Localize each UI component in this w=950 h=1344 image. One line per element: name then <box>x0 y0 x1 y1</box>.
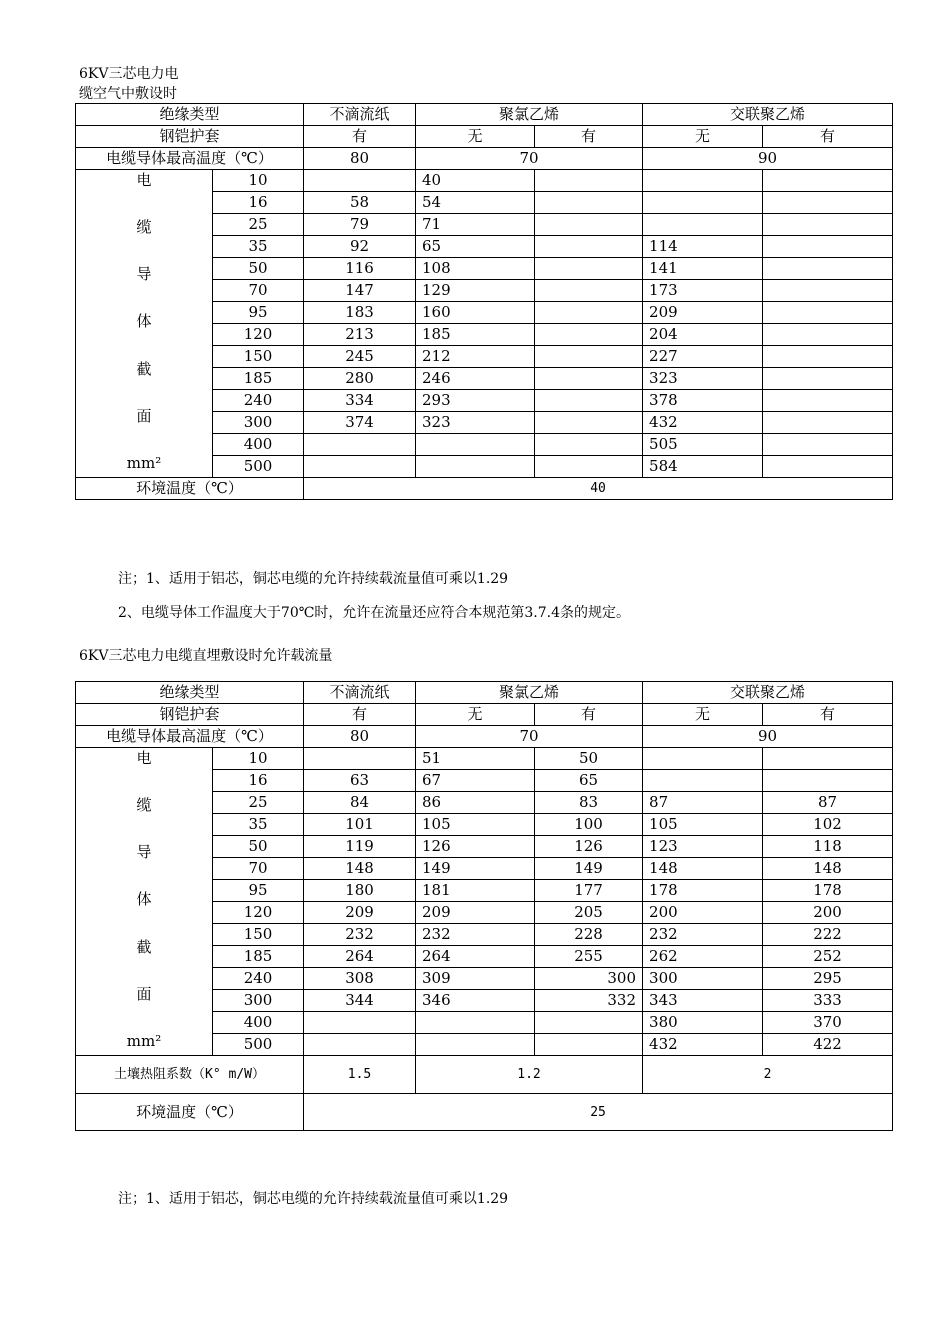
soil-value: 2 <box>643 1056 893 1094</box>
ambient-label: 环境温度（℃） <box>76 1094 304 1131</box>
cross-section-cell: 240 <box>213 390 304 412</box>
armor-value: 无 <box>416 126 535 148</box>
ampacity-cell: 177 <box>535 880 643 902</box>
ampacity-cell: 126 <box>416 836 535 858</box>
armor-label: 钢铠护套 <box>76 126 304 148</box>
axis-char: 截 <box>136 937 152 956</box>
ampacity-cell <box>535 368 643 390</box>
ampacity-cell: 148 <box>643 858 763 880</box>
ampacity-cell <box>535 434 643 456</box>
ampacity-cell: 346 <box>416 990 535 1012</box>
ampacity-cell: 280 <box>304 368 416 390</box>
axis-char: mm² <box>126 453 162 472</box>
cross-section-cell: 300 <box>213 412 304 434</box>
cross-section-cell: 16 <box>213 770 304 792</box>
axis-char: 导 <box>136 843 152 862</box>
ampacity-cell: 432 <box>643 1034 763 1056</box>
armor-value: 无 <box>416 704 535 726</box>
ampacity-cell: 67 <box>416 770 535 792</box>
ampacity-cell <box>535 258 643 280</box>
armor-value: 有 <box>535 126 643 148</box>
ampacity-cell: 100 <box>535 814 643 836</box>
ampacity-cell: 105 <box>643 814 763 836</box>
axis-char: 缆 <box>136 218 152 237</box>
axis-char: 面 <box>136 984 152 1003</box>
ampacity-cell <box>643 770 763 792</box>
ampacity-cell <box>304 456 416 478</box>
ampacity-cell <box>304 748 416 770</box>
ampacity-cell: 308 <box>304 968 416 990</box>
table1-title-line2: 缆空气中敷设时 <box>79 86 177 102</box>
temp-value: 70 <box>416 148 643 170</box>
ampacity-cell: 185 <box>416 324 535 346</box>
ampacity-cell: 209 <box>643 302 763 324</box>
table2-data-row <box>76 748 893 770</box>
ampacity-cell <box>535 280 643 302</box>
armor-value: 有 <box>763 126 893 148</box>
cross-section-cell: 35 <box>213 814 304 836</box>
ampacity-cell: 178 <box>643 880 763 902</box>
cross-section-cell: 120 <box>213 324 304 346</box>
axis-char: 导 <box>136 265 152 284</box>
ampacity-cell: 205 <box>535 902 643 924</box>
ampacity-cell: 86 <box>416 792 535 814</box>
cross-section-cell: 500 <box>213 1034 304 1056</box>
armor-value: 有 <box>535 704 643 726</box>
temp-value: 70 <box>416 726 643 748</box>
ampacity-cell: 505 <box>643 434 763 456</box>
soil-value: 1.5 <box>304 1056 416 1094</box>
cross-section-cell: 240 <box>213 968 304 990</box>
table1-armor-row <box>76 126 893 148</box>
ampacity-cell: 334 <box>304 390 416 412</box>
table2-insulation-row <box>76 682 893 704</box>
cross-section-cell: 50 <box>213 836 304 858</box>
ampacity-cell: 232 <box>416 924 535 946</box>
ambient-value: 25 <box>304 1094 893 1131</box>
ampacity-cell <box>416 456 535 478</box>
ampacity-cell: 264 <box>416 946 535 968</box>
ampacity-cell <box>763 748 893 770</box>
ampacity-cell: 173 <box>643 280 763 302</box>
ampacity-cell: 105 <box>416 814 535 836</box>
ampacity-cell <box>763 170 893 192</box>
ampacity-cell <box>304 434 416 456</box>
ampacity-cell: 129 <box>416 280 535 302</box>
ampacity-cell: 222 <box>763 924 893 946</box>
armor-value: 无 <box>643 126 763 148</box>
ampacity-cell: 333 <box>763 990 893 1012</box>
temp-value: 90 <box>643 726 893 748</box>
cross-section-cell: 120 <box>213 902 304 924</box>
table1-ambient-row <box>76 478 893 500</box>
ampacity-cell <box>535 346 643 368</box>
cross-section-cell: 25 <box>213 214 304 236</box>
ampacity-cell <box>535 214 643 236</box>
ampacity-cell: 108 <box>416 258 535 280</box>
ampacity-cell <box>763 368 893 390</box>
cross-section-cell: 70 <box>213 280 304 302</box>
ampacity-cell <box>763 412 893 434</box>
ampacity-cell: 432 <box>643 412 763 434</box>
soil-value: 1.2 <box>416 1056 643 1094</box>
ampacity-cell: 200 <box>763 902 893 924</box>
ampacity-cell: 370 <box>763 1012 893 1034</box>
cross-section-cell: 10 <box>213 170 304 192</box>
ampacity-cell: 255 <box>535 946 643 968</box>
table2-ambient-row <box>76 1094 893 1131</box>
ampacity-cell: 178 <box>763 880 893 902</box>
axis-char: 电 <box>136 749 152 767</box>
ampacity-cell: 246 <box>416 368 535 390</box>
temp-value: 90 <box>643 148 893 170</box>
notes1-line2: 2、电缆导体工作温度大于70℃时，允许在流量还应符合本规范第3.7.4条的规定。 <box>118 605 631 621</box>
ampacity-cell: 160 <box>416 302 535 324</box>
axis-char: 截 <box>136 359 152 378</box>
armor-value: 有 <box>304 704 416 726</box>
table1-insulation-row <box>76 104 893 126</box>
ampacity-cell: 71 <box>416 214 535 236</box>
ampacity-cell: 87 <box>643 792 763 814</box>
ampacity-cell <box>643 214 763 236</box>
cross-section-cell: 300 <box>213 990 304 1012</box>
cross-section-cell: 95 <box>213 880 304 902</box>
ampacity-cell <box>535 1034 643 1056</box>
table1-temp-row <box>76 148 893 170</box>
ampacity-cell: 378 <box>643 390 763 412</box>
cross-section-cell: 25 <box>213 792 304 814</box>
axis-char: mm² <box>126 1031 162 1050</box>
ampacity-cell <box>763 214 893 236</box>
temp-label: 电缆导体最高温度（℃） <box>76 148 304 170</box>
temp-value: 80 <box>304 726 416 748</box>
ampacity-cell: 102 <box>763 814 893 836</box>
ampacity-cell: 295 <box>763 968 893 990</box>
ampacity-cell: 114 <box>643 236 763 258</box>
ampacity-cell: 116 <box>304 258 416 280</box>
ampacity-cell: 200 <box>643 902 763 924</box>
ampacity-cell <box>763 434 893 456</box>
ampacity-cell <box>416 434 535 456</box>
ampacity-cell <box>535 1012 643 1034</box>
ampacity-cell: 422 <box>763 1034 893 1056</box>
armor-value: 有 <box>763 704 893 726</box>
ampacity-cell: 332 <box>535 990 643 1012</box>
ampacity-cell: 180 <box>304 880 416 902</box>
ampacity-cell: 50 <box>535 748 643 770</box>
ampacity-cell: 262 <box>643 946 763 968</box>
axis-char: 缆 <box>136 796 152 815</box>
insulation-type: 交联聚乙烯 <box>643 682 893 704</box>
ampacity-cell: 213 <box>304 324 416 346</box>
ampacity-cell <box>763 280 893 302</box>
ampacity-cell: 209 <box>304 902 416 924</box>
table2-armor-row <box>76 704 893 726</box>
ampacity-cell: 232 <box>304 924 416 946</box>
ampacity-cell <box>416 1034 535 1056</box>
ampacity-cell: 264 <box>304 946 416 968</box>
table1 <box>75 103 893 500</box>
temp-label: 电缆导体最高温度（℃） <box>76 726 304 748</box>
table2-title: 6KV三芯电力电缆直埋敷设时允许载流量 <box>79 648 333 664</box>
ambient-value: 40 <box>304 478 893 500</box>
ampacity-cell: 92 <box>304 236 416 258</box>
cross-section-cell: 16 <box>213 192 304 214</box>
ampacity-cell <box>763 192 893 214</box>
ampacity-cell <box>535 324 643 346</box>
ampacity-cell <box>763 236 893 258</box>
ampacity-cell <box>535 390 643 412</box>
ampacity-cell: 323 <box>643 368 763 390</box>
axis-char: 电 <box>136 171 152 189</box>
ampacity-cell: 87 <box>763 792 893 814</box>
cross-section-cell: 185 <box>213 368 304 390</box>
table2-soil-row <box>76 1056 893 1094</box>
insulation-label: 绝缘类型 <box>76 104 304 126</box>
ampacity-cell: 300 <box>535 968 643 990</box>
ampacity-cell: 84 <box>304 792 416 814</box>
ampacity-cell: 252 <box>763 946 893 968</box>
ampacity-cell: 374 <box>304 412 416 434</box>
ampacity-cell: 58 <box>304 192 416 214</box>
temp-value: 80 <box>304 148 416 170</box>
cross-section-axis-label <box>76 748 213 1056</box>
axis-char: 面 <box>136 406 152 425</box>
ampacity-cell: 204 <box>643 324 763 346</box>
ampacity-cell <box>763 302 893 324</box>
ampacity-cell: 209 <box>416 902 535 924</box>
ampacity-cell: 51 <box>416 748 535 770</box>
axis-char: 体 <box>136 312 152 331</box>
cross-section-cell: 70 <box>213 858 304 880</box>
ampacity-cell: 79 <box>304 214 416 236</box>
ampacity-cell: 65 <box>416 236 535 258</box>
ampacity-cell: 149 <box>416 858 535 880</box>
insulation-type: 聚氯乙烯 <box>416 104 643 126</box>
cross-section-cell: 185 <box>213 946 304 968</box>
ampacity-cell: 380 <box>643 1012 763 1034</box>
ampacity-cell: 119 <box>304 836 416 858</box>
cross-section-cell: 500 <box>213 456 304 478</box>
ampacity-cell: 148 <box>304 858 416 880</box>
table1-title-line1: 6KV三芯电力电 <box>79 66 179 82</box>
cross-section-cell: 400 <box>213 1012 304 1034</box>
ampacity-cell: 343 <box>643 990 763 1012</box>
ampacity-cell: 149 <box>535 858 643 880</box>
cross-section-cell: 35 <box>213 236 304 258</box>
ampacity-cell: 300 <box>643 968 763 990</box>
ampacity-cell <box>643 170 763 192</box>
ampacity-cell: 63 <box>304 770 416 792</box>
insulation-type: 聚氯乙烯 <box>416 682 643 704</box>
axis-char: 体 <box>136 890 152 909</box>
ampacity-cell: 141 <box>643 258 763 280</box>
insulation-type: 不滴流纸 <box>304 682 416 704</box>
ampacity-cell: 293 <box>416 390 535 412</box>
ampacity-cell: 123 <box>643 836 763 858</box>
ampacity-cell: 83 <box>535 792 643 814</box>
soil-label: 土壤热阻系数（K° m/W） <box>76 1056 304 1094</box>
table2 <box>75 681 893 1131</box>
cross-section-cell: 150 <box>213 346 304 368</box>
cross-section-cell: 10 <box>213 748 304 770</box>
ampacity-cell: 227 <box>643 346 763 368</box>
table2-temp-row <box>76 726 893 748</box>
ampacity-cell: 147 <box>304 280 416 302</box>
ampacity-cell: 584 <box>643 456 763 478</box>
ampacity-cell <box>304 1034 416 1056</box>
ampacity-cell <box>304 1012 416 1034</box>
ampacity-cell <box>535 236 643 258</box>
ampacity-cell: 232 <box>643 924 763 946</box>
armor-value: 有 <box>304 126 416 148</box>
ampacity-cell: 344 <box>304 990 416 1012</box>
ampacity-cell <box>763 456 893 478</box>
ampacity-cell: 323 <box>416 412 535 434</box>
ampacity-cell <box>304 170 416 192</box>
ampacity-cell <box>535 302 643 324</box>
ampacity-cell: 118 <box>763 836 893 858</box>
armor-value: 无 <box>643 704 763 726</box>
ampacity-cell <box>763 324 893 346</box>
ampacity-cell: 40 <box>416 170 535 192</box>
table1-data-row <box>76 170 893 192</box>
ampacity-cell <box>643 748 763 770</box>
ampacity-cell: 126 <box>535 836 643 858</box>
ampacity-cell: 183 <box>304 302 416 324</box>
notes2-line1: 注；1、适用于铝芯，铜芯电缆的允许持续载流量值可乘以1.29 <box>118 1191 509 1207</box>
ampacity-cell <box>763 258 893 280</box>
cross-section-cell: 150 <box>213 924 304 946</box>
insulation-type: 不滴流纸 <box>304 104 416 126</box>
ampacity-cell: 181 <box>416 880 535 902</box>
ampacity-cell <box>535 170 643 192</box>
notes1-line1: 注；1、适用于铝芯，铜芯电缆的允许持续载流量值可乘以1.29 <box>118 571 509 587</box>
insulation-type: 交联聚乙烯 <box>643 104 893 126</box>
ampacity-cell: 228 <box>535 924 643 946</box>
cross-section-cell: 50 <box>213 258 304 280</box>
ampacity-cell: 65 <box>535 770 643 792</box>
ampacity-cell <box>643 192 763 214</box>
ampacity-cell: 148 <box>763 858 893 880</box>
ampacity-cell <box>763 346 893 368</box>
ampacity-cell: 54 <box>416 192 535 214</box>
ampacity-cell <box>535 192 643 214</box>
ampacity-cell <box>535 456 643 478</box>
armor-label: 钢铠护套 <box>76 704 304 726</box>
ampacity-cell <box>416 1012 535 1034</box>
ampacity-cell <box>763 390 893 412</box>
ampacity-cell <box>535 412 643 434</box>
ampacity-cell: 212 <box>416 346 535 368</box>
insulation-label: 绝缘类型 <box>76 682 304 704</box>
ampacity-cell: 101 <box>304 814 416 836</box>
ampacity-cell: 309 <box>416 968 535 990</box>
cross-section-axis-label <box>76 170 213 478</box>
cross-section-cell: 400 <box>213 434 304 456</box>
ampacity-cell: 245 <box>304 346 416 368</box>
ambient-label: 环境温度（℃） <box>76 478 304 500</box>
cross-section-cell: 95 <box>213 302 304 324</box>
ampacity-cell <box>763 770 893 792</box>
